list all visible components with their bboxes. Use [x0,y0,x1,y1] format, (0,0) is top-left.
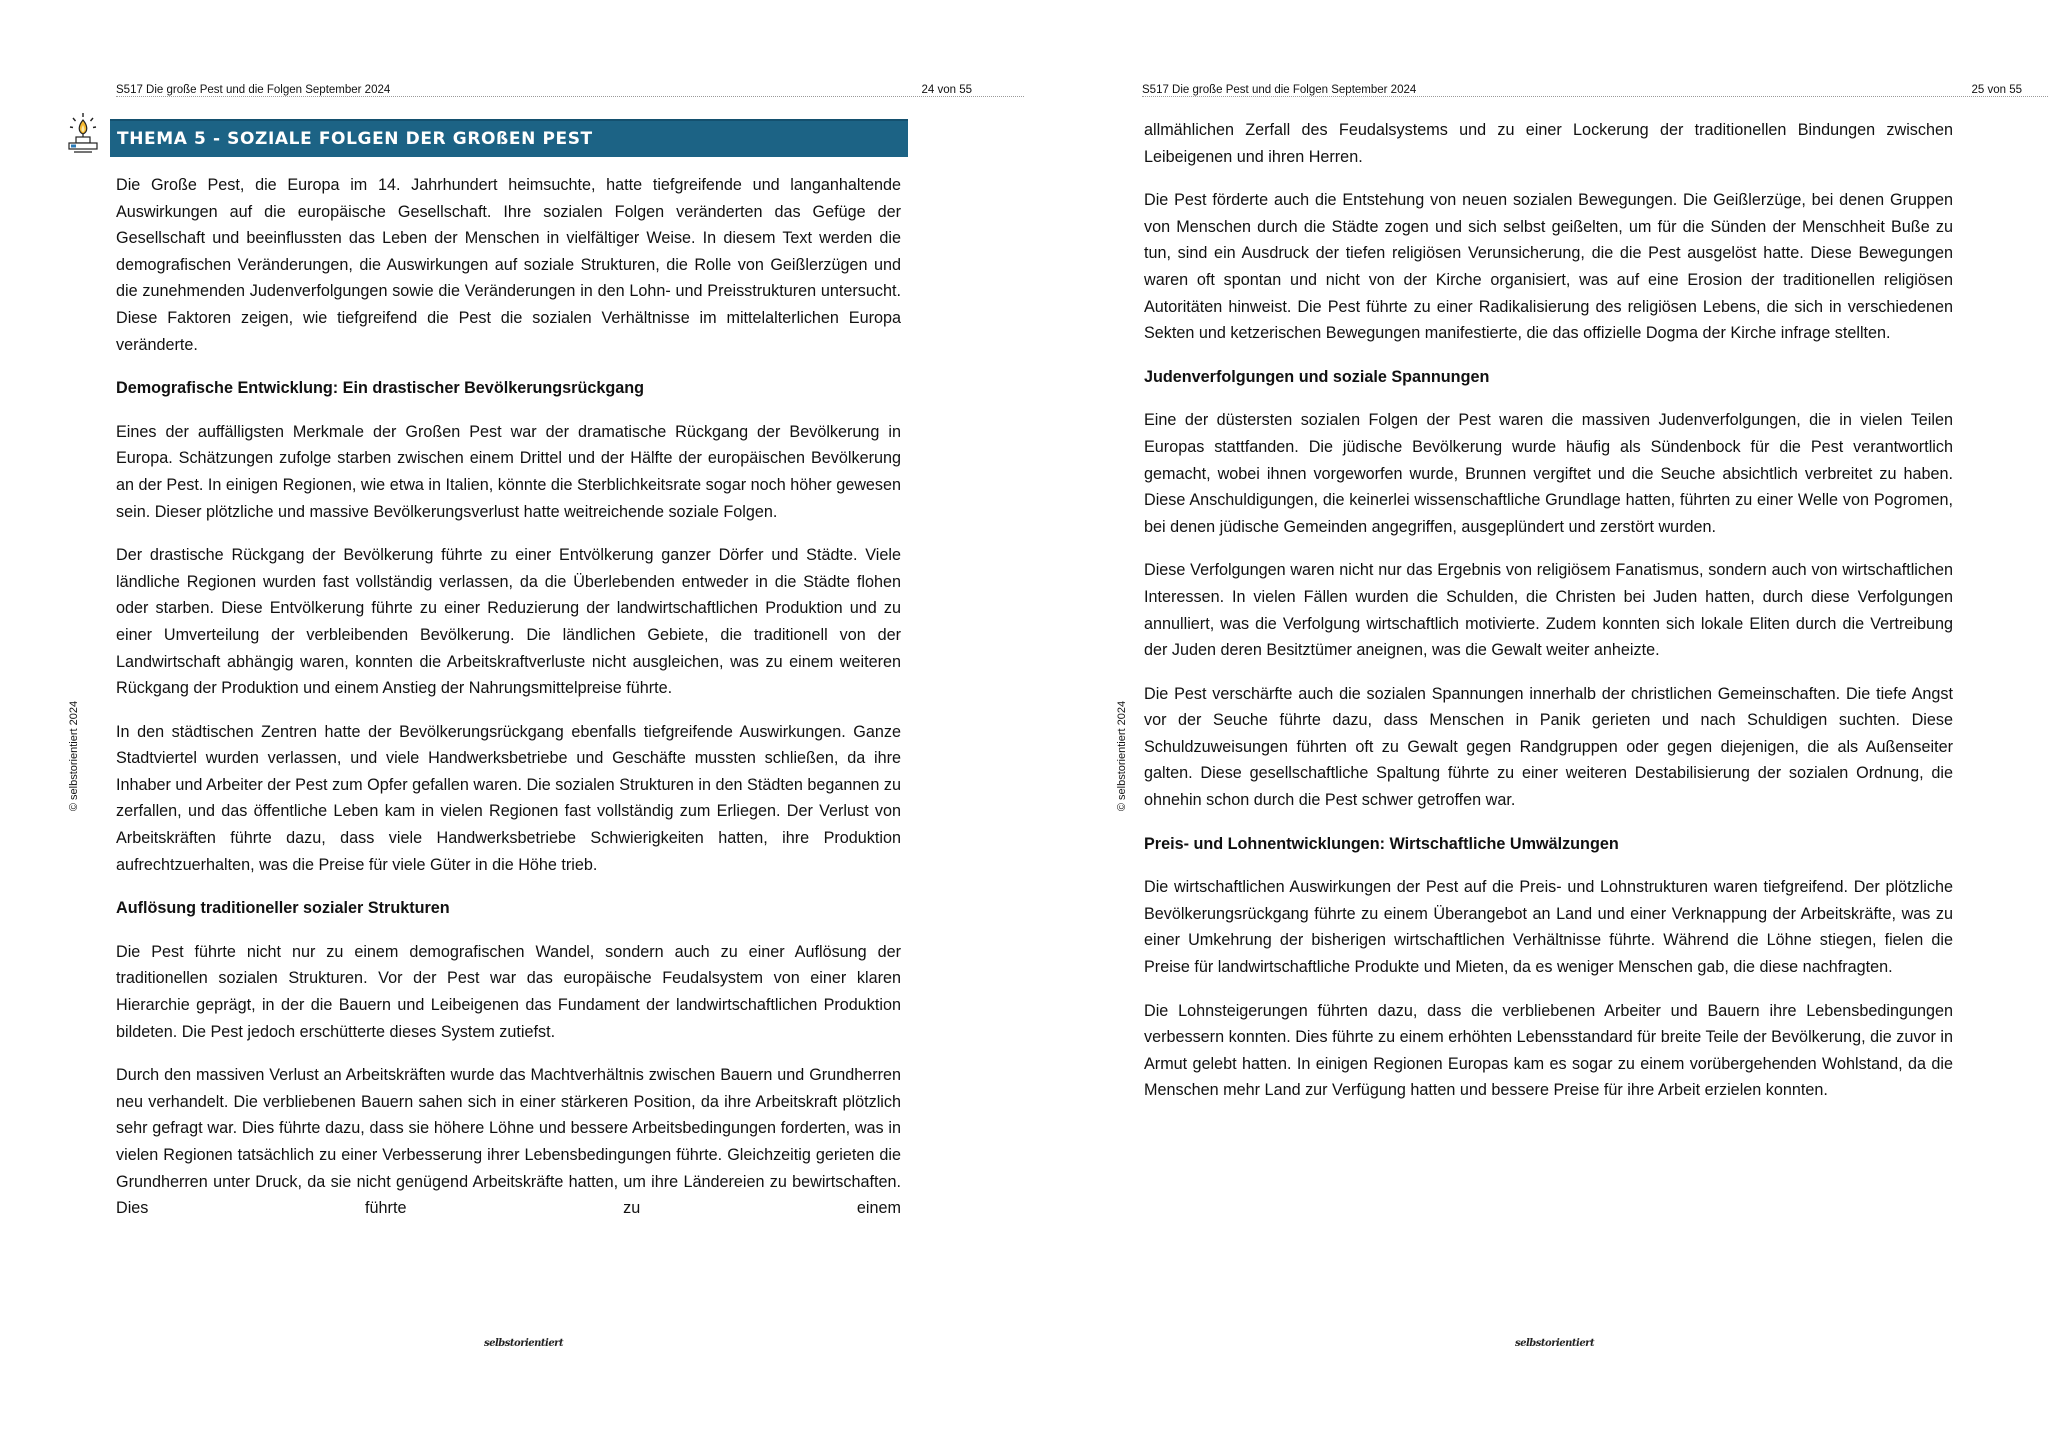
paragraph: Die Große Pest, die Europa im 14. Jahrhundert heimsuchte, hatte tiefgreifende und langanhaltende Auswirkungen auf die europäische Gesellschaft. Ihre sozialen Folgen veränderten das Gefüge der Gesellschaft und beeinflussten das Leben der Menschen in vielfältiger Weise. In diesem Text werden die demografischen Veränderungen, die Auswirkungen auf soziale Strukturen, die Rolle von Geißlerzügen und die zunehmenden Judenverfolgungen sowie die Veränderungen in den Lohn- und Preisstrukturen untersucht. Diese Faktoren zeigen, wie tiefgreifend die Pest die sozialen Verhältnisse im mittelalterlichen Europa veränderte. [116,176,901,354]
section-heading: Preis- und Lohnentwicklungen: Wirtschaftliche Umwälzungen [1144,834,1619,853]
header-divider [116,96,1024,97]
page-25 [1024,0,2048,1444]
copyright-notice: © selbstorientiert 2024 [1116,700,1128,812]
paragraph: Die Pest förderte auch die Entstehung von neuen sozialen Bewegungen. Die Geißlerzüge, bei denen Gruppen von Menschen durch die Städte zogen und sich selbst geißelten, um für die Sünden der Menschheit Buße zu tun, sind ein Ausdruck der tiefen religiösen Verunsicherung, die die Pest ausgelöst hatte. Diese Bewegungen waren oft spontan und nicht von der Kirche organisiert, was auf eine Erosion der traditionellen religiösen Autoritäten hinweist. Die Pest führte zu einer Radikalisierung des religiösen Lebens, die sich in verschiedenen Sekten und ketzerischen Bewegungen manifestierte, die das offizielle Dogma der Kirche infrage stellten. [1144,191,1953,343]
header-divider [1142,96,2048,97]
page-header [1142,78,2022,96]
page-number: 24 von 55 [921,84,972,96]
paragraph: Die Pest verschärfte auch die sozialen Spannungen innerhalb der christlichen Gemeinschaften. Die tiefe Angst vor der Seuche führte dazu, dass Menschen in Panik gerieten und nach Schuldigen suchten. Diese Schuldzuweisungen führten oft zu Gewalt gegen Randgruppen oder gegen diejenigen, die als Außenseiter galten. Diese gesellschaftliche Spaltung führte zu einer weiteren Destabilisierung der sozialen Ordnung, die ohnehin schon durch die Pest schwer getroffen war. [1144,684,1953,810]
section-heading: Demografische Entwicklung: Ein drastischer Bevölkerungsrückgang [116,379,645,398]
footer-signature: selbstorientiert [484,1338,564,1349]
paragraph: Die wirtschaftlichen Auswirkungen der Pest auf die Preis- und Lohnstrukturen waren tiefgreifend. Der plötzliche Bevölkerungsrückgang führte zu einem Überangebot an Land und einer Verknappung der Arbeitskräfte, was zu einer Umkehrung der bisherigen wirtschaftlichen Verhältnisse führte. Während die Löhne stiegen, fielen die Preise für landwirtschaftliche Produkte und Mieten, da es weniger Menschen gab, die diese nachfragten. [1144,878,1953,977]
theme-title: THEMA 5 - SOZIALE FOLGEN DER GROßEN PEST [117,129,593,149]
section-heading: Judenverfolgungen und soziale Spannungen [1144,367,1490,386]
paragraph: Eines der auffälligsten Merkmale der Großen Pest war der dramatische Rückgang der Bevölkerung in Europa. Schätzungen zufolge starben zwischen einem Drittel und der Hälfte der europäischen Bevölkerung an der Pest. In einigen Regionen, wie etwa in Italien, könnte die Sterblichkeitsrate sogar noch höher gewesen sein. Dieser plötzliche und massive Bevölkerungsverlust hatte weitreichende soziale Folgen. [116,422,901,521]
copyright-notice: © selbstorientiert 2024 [68,700,80,812]
paragraph: Der drastische Rückgang der Bevölkerung führte zu einer Entvölkerung ganzer Dörfer und Städte. Viele ländliche Regionen wurden fast vollständig verlassen, da die Überlebenden entweder in die Städte flohen oder starben. Diese Entvölkerung führte zu einer Reduzierung der landwirtschaftlichen Produktion und zu einer Umverteilung der verbleibenden Bevölkerung. Die ländlichen Gebiete, die traditionell von der Landwirtschaft abhängig waren, konnten die Arbeitskraftverluste nicht ausgleichen, was zu einem weiteren Rückgang der Produktion und einem Anstieg der Nahrungsmittelpreise führte. [116,546,901,698]
paragraph: Durch den massiven Verlust an Arbeitskräften wurde das Machtverhältnis zwischen Bauern und Grundherren neu verhandelt. Die verbliebenen Bauern sahen sich in einer stärkeren Position, da ihre Arbeitskraft plötzlich sehr gefragt war. Dies führte dazu, dass sie höhere Löhne und bessere Arbeitsbedingungen forderten, was in vielen Regionen tatsächlich zu einer Verbesserung ihrer Lebensbedingungen führte. Gleichzeitig gerieten die Grundherren unter Druck, da sie nicht genügend Arbeitskräfte hatten, um ihre Ländereien zu bewirtschaften. Dies führte zu einem [116,1066,901,1218]
footer-signature: selbstorientiert [1515,1338,1595,1349]
page-body [1144,117,1953,1121]
page-header [116,78,972,96]
paragraph: Die Pest führte nicht nur zu einem demografischen Wandel, sondern auch zu einer Auflösung der traditionellen sozialen Strukturen. Vor der Pest war das europäische Feudalsystem von einer klaren Hierarchie geprägt, in der die Bauern und Leibeigenen das Fundament der landwirtschaftlichen Produktion bildeten. Die Pest jedoch erschütterte dieses System zutiefst. [116,942,901,1041]
document-title: S517 Die große Pest und die Folgen September 2024 [1142,84,1417,96]
section-heading: Auflösung traditioneller sozialer Strukturen [116,899,450,918]
candle-icon [66,112,100,156]
paragraph: Diese Verfolgungen waren nicht nur das Ergebnis von religiösem Fanatismus, sondern auch von wirtschaftlichen Interessen. In vielen Fällen wurden die Schulden, die Christen bei Juden hatten, durch diese Verfolgungen annulliert, was die Verfolgung wirtschaftlich motivierte. Zudem konnten sich lokale Eliten durch die Vertreibung der Juden deren Besitztümer aneignen, was die Gewalt weiter anheizte. [1144,561,1953,660]
paragraph: Eine der düstersten sozialen Folgen der Pest waren die massiven Judenverfolgungen, die in vielen Teilen Europas stattfanden. Die jüdische Bevölkerung wurde häufig als Sündenbock für die Pest verantwortlich gemacht, wobei ihnen vorgeworfen wurde, Brunnen vergiftet und die Seuche absichtlich verbreitet zu haben. Diese Anschuldigungen, die keinerlei wissenschaftliche Grundlage hatten, führten zu einer Welle von Pogromen, bei denen jüdische Gemeinden angegriffen, ausgeplündert und zerstört wurden. [1144,411,1953,536]
theme-banner [110,119,908,157]
document-title: S517 Die große Pest und die Folgen September 2024 [116,84,391,96]
paragraph: Die Lohnsteigerungen führten dazu, dass die verbliebenen Arbeiter und Bauern ihre Lebensbedingungen verbessern konnten. Dies führte zu einem erhöhten Lebensstandard für breite Teile der Bevölkerung, die zuvor in Armut gelebt hatten. In einigen Regionen Europas kam es sogar zu einem vorübergehenden Wohlstand, da die Menschen mehr Land zur Verfügung hatten und bessere Preise für ihre Arbeit erzielen konnten. [1144,1001,1953,1100]
paragraph: In den städtischen Zentren hatte der Bevölkerungsrückgang ebenfalls tiefgreifende Auswirkungen. Ganze Stadtviertel wurden verlassen, und viele Handwerksbetriebe und Geschäfte mussten schließen, da ihre Inhaber und Arbeiter der Pest zum Opfer gefallen waren. Die sozialen Strukturen in den Städten begannen zu zerfallen, und das öffentliche Leben kam in vielen Regionen fast vollständig zum Erliegen. Der Verlust von Arbeitskräften führte dazu, dass viele Handwerksbetriebe Schwierigkeiten hatten, ihre Produktion aufrechtzuerhalten, was die Preise für viele Güter in die Höhe trieb. [116,722,901,874]
page-number: 25 von 55 [1971,84,2022,96]
paragraph: allmählichen Zerfall des Feudalsystems und zu einer Lockerung der traditionellen Bindungen zwischen Leibeigenen und ihren Herren. [1144,121,1953,166]
page-body [116,172,901,1239]
